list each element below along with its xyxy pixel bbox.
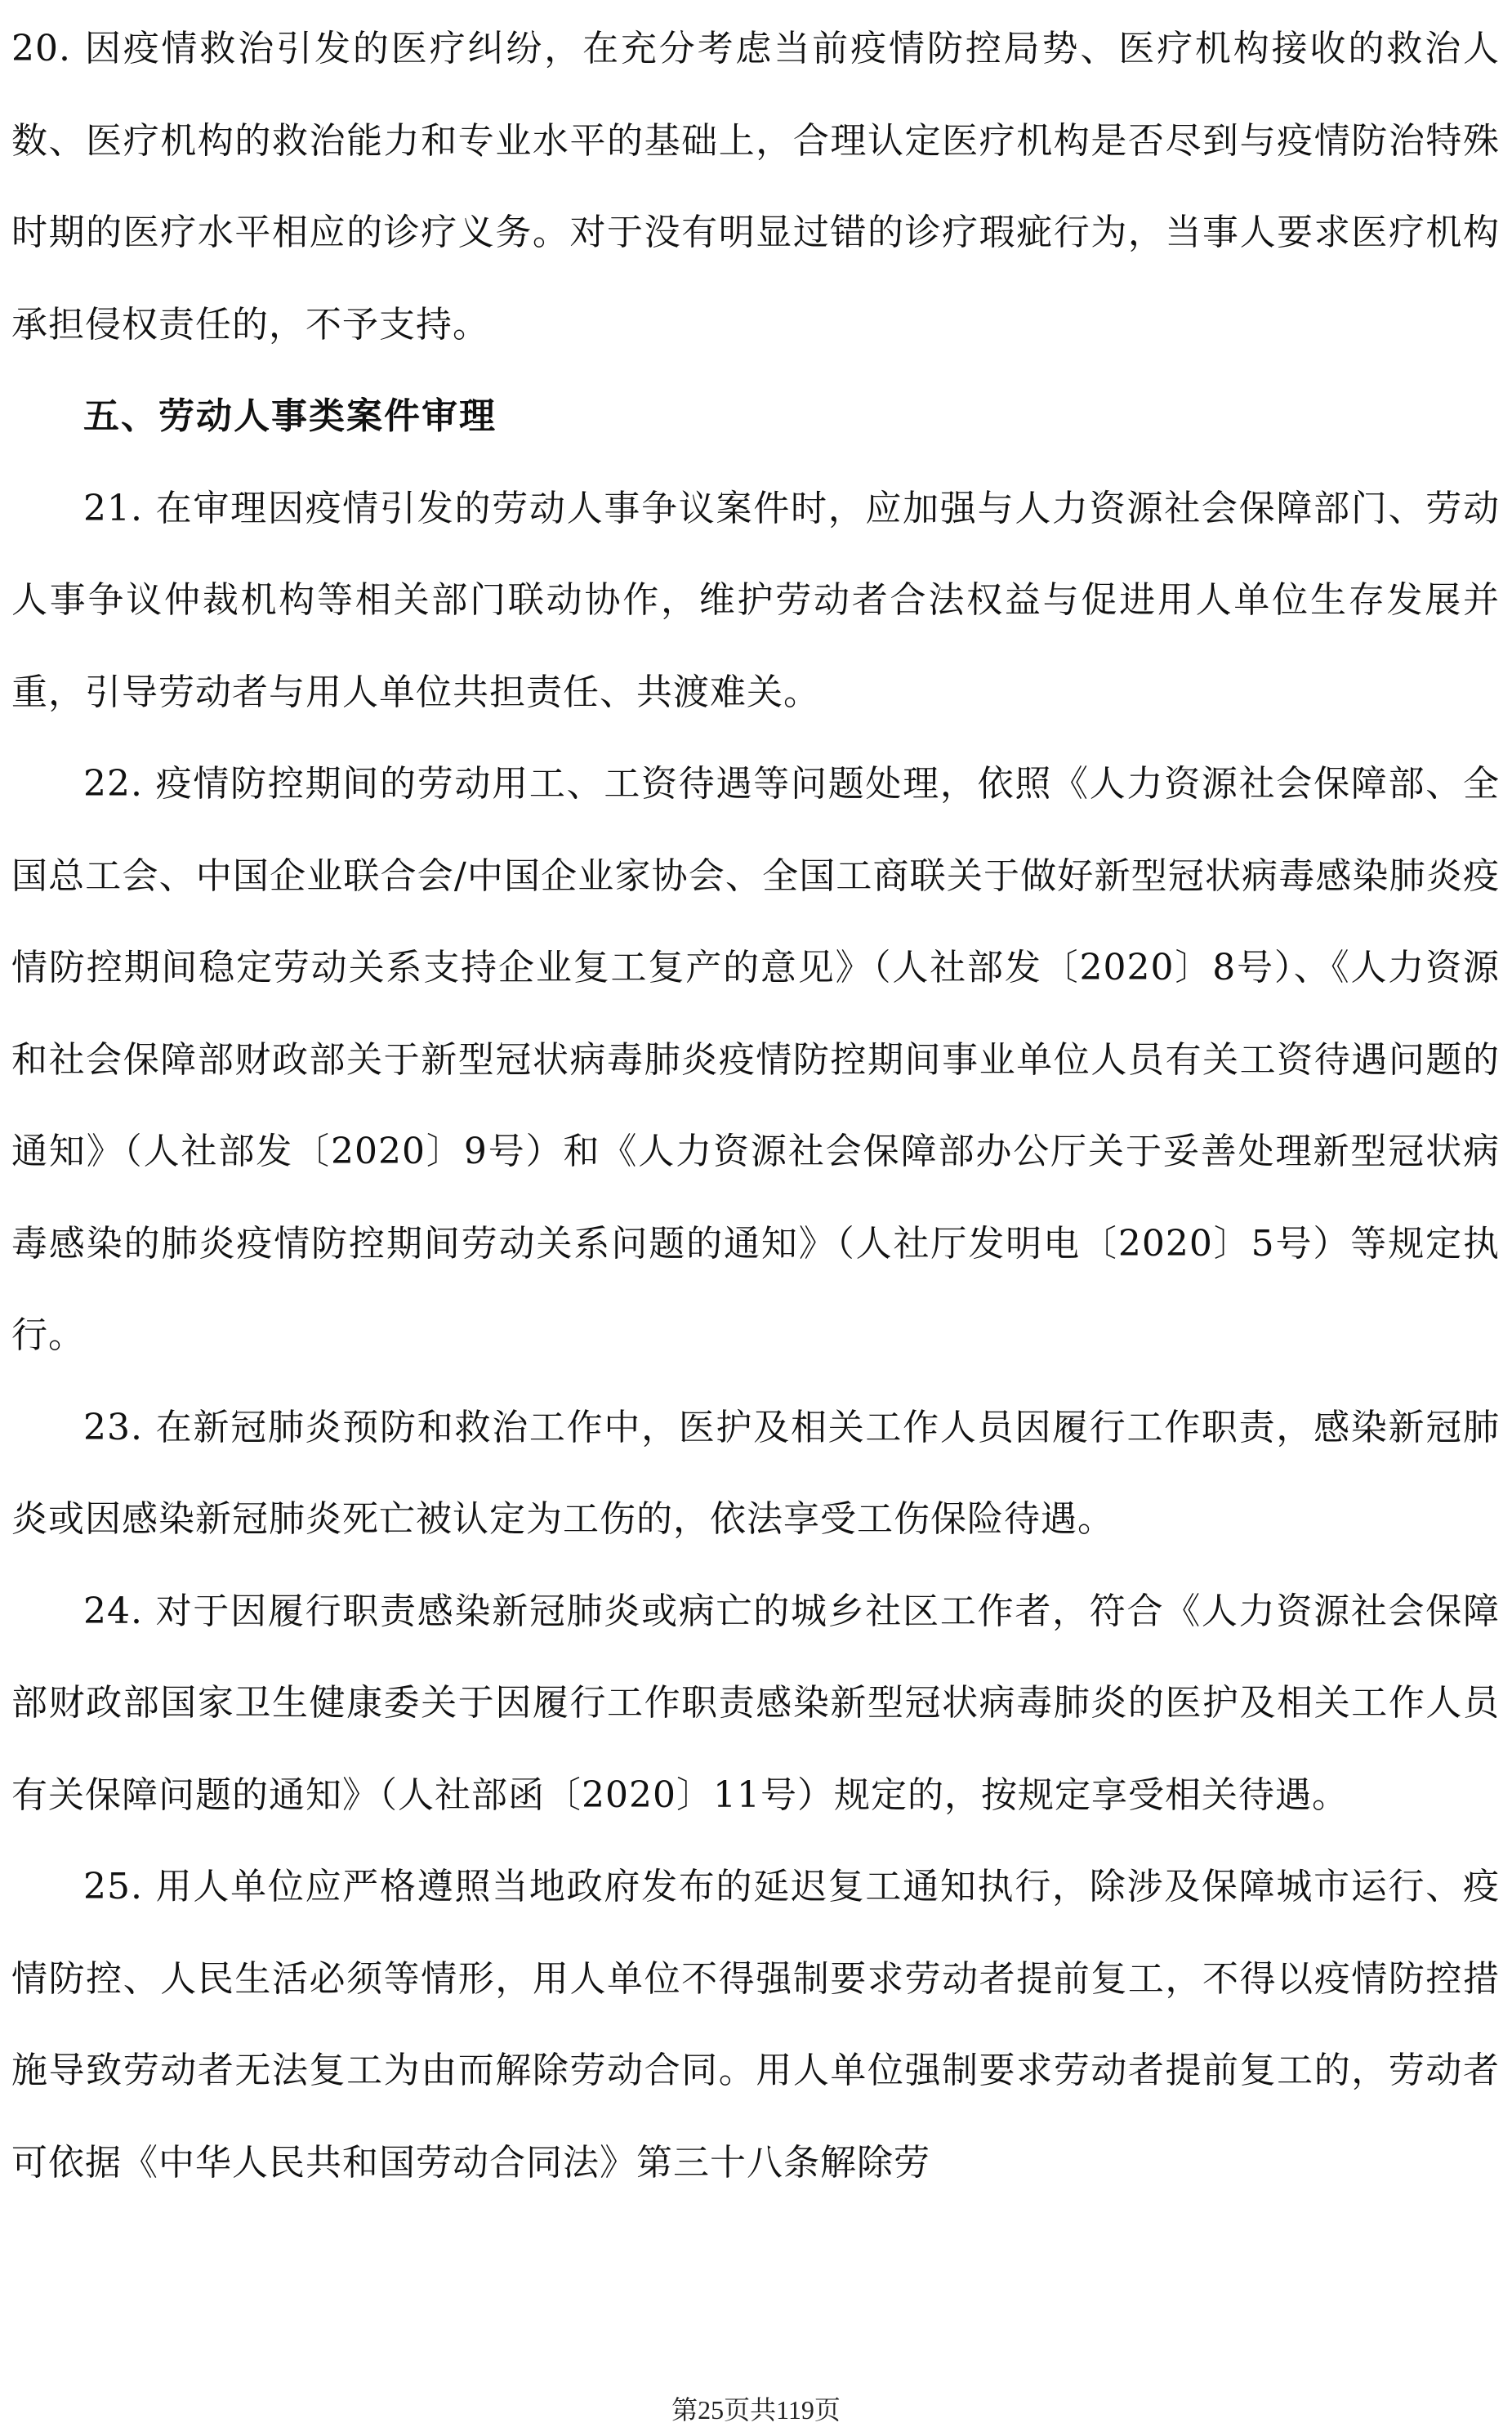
page-number-footer: 第25页共119页 (671, 2395, 841, 2425)
paragraph-24: 24. 对于因履行职责感染新冠肺炎或病亡的城乡社区工作者，符合《人力资源社会保障部财政部国家卫生健康委关于因履行工作职责感染新型冠状病毒肺炎的医护及相关工作人员有关保障问题的通知》（人社部函〔2020〕11号）规定的，按规定享受相关待遇。 (11, 1590, 1500, 1816)
document-body (11, 3, 1500, 2209)
paragraph-22: 22. 疫情防控期间的劳动用工、工资待遇等问题处理，依照《人力资源社会保障部、全国总工会、中国企业联合会/中国企业家协会、全国工商联关于做好新型冠状病毒感染肺炎疫情防控期间稳定劳动关系支持企业复工复产的意见》（人社部发〔2020〕8号）、《人力资源和社会保障部财政部关于新型冠状病毒肺炎疫情防控期间事业单位人员有关工资待遇问题的通知》（人社部发〔2020〕9号）和《人力资源社会保障部办公厅关于妥善处理新型冠状病毒感染的肺炎疫情防控期间劳动关系问题的通知》（人社厅发明电〔2020〕5号）等规定执行。 (11, 763, 1500, 1356)
paragraph-20: 20. 因疫情救治引发的医疗纠纷，在充分考虑当前疫情防控局势、医疗机构接收的救治人数、医疗机构的救治能力和专业水平的基础上，合理认定医疗机构是否尽到与疫情防治特殊时期的医疗水平相应的诊疗义务。对于没有明显过错的诊疗瑕疵行为，当事人要求医疗机构承担侵权责任的，不予支持。 (11, 28, 1500, 346)
paragraph-23: 23. 在新冠肺炎预防和救治工作中，医护及相关工作人员因履行工作职责，感染新冠肺炎或因感染新冠肺炎死亡被认定为工伤的，依法享受工伤保险待遇。 (11, 1406, 1500, 1540)
section-heading: 五、劳动人事类案件审理 (83, 395, 497, 437)
paragraph-25: 25. 用人单位应严格遵照当地政府发布的延迟复工通知执行，除涉及保障城市运行、疫情防控、人民生活必须等情形，用人单位不得强制要求劳动者提前复工，不得以疫情防控措施导致劳动者无法复工为由而解除劳动合同。用人单位强制要求劳动者提前复工的，劳动者可依据《中华人民共和国劳动合同法》第三十八条解除劳 (11, 1866, 1500, 2184)
paragraph-21: 21. 在审理因疫情引发的劳动人事争议案件时，应加强与人力资源社会保障部门、劳动人事争议仲裁机构等相关部门联动协作，维护劳动者合法权益与促进用人单位生存发展并重，引导劳动者与用人单位共担责任、共渡难关。 (11, 487, 1500, 713)
